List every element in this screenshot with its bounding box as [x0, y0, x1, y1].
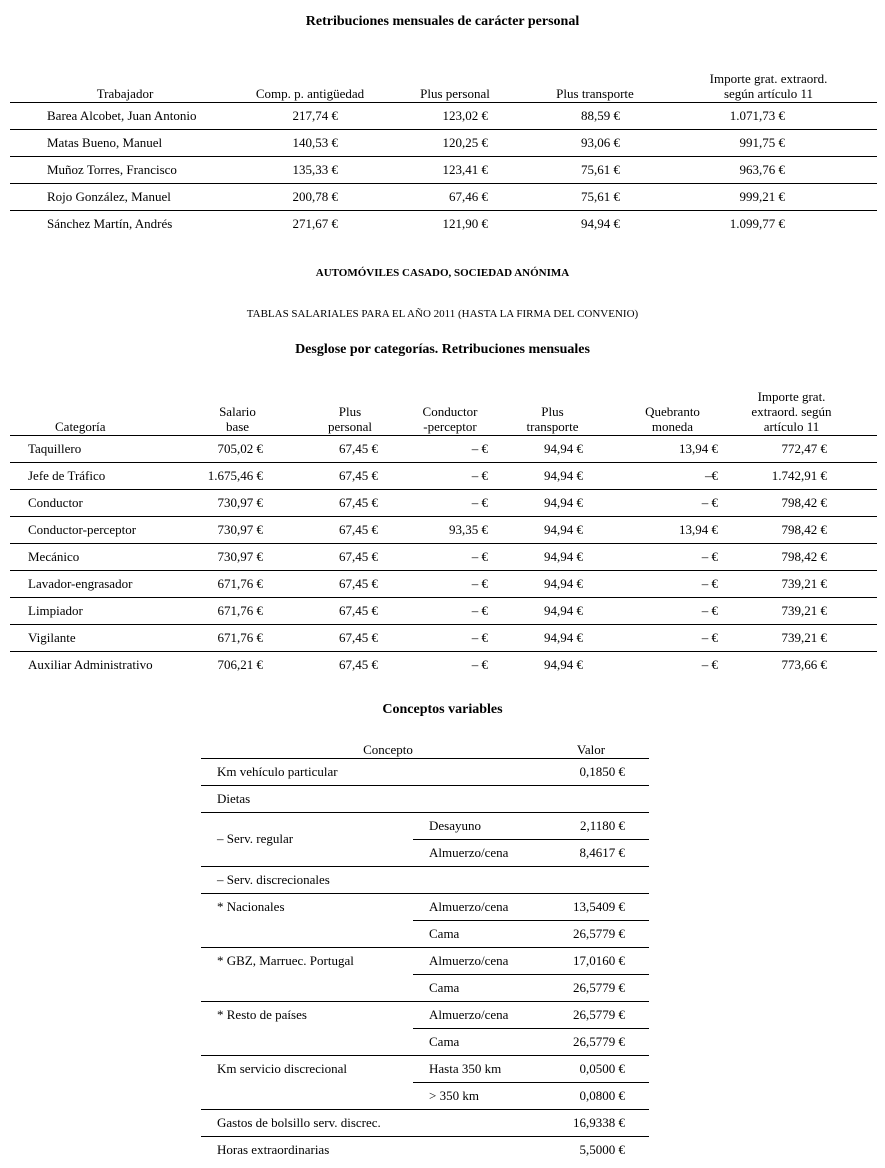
- header-salario-base: [170, 380, 265, 436]
- table-row: [10, 103, 877, 130]
- header-line: base: [225, 419, 250, 435]
- table-row: [10, 598, 877, 625]
- concept-sublabel: Desayuno: [413, 813, 555, 840]
- cell-value: 67,46 €: [380, 184, 530, 211]
- cell-value: – €: [595, 625, 720, 652]
- cell-value: 1.675,46 €: [170, 463, 265, 490]
- section3-title: Conceptos variables: [382, 702, 503, 717]
- table-row: [10, 544, 877, 571]
- concept-label: * Resto de países: [201, 1002, 413, 1056]
- header-line: Importe grat.: [757, 389, 826, 405]
- cell-value: 739,21 €: [720, 625, 877, 652]
- cell-value: 67,45 €: [265, 517, 380, 544]
- cell-value: 94,94 €: [490, 463, 595, 490]
- cell-value: 135,33 €: [240, 157, 380, 184]
- concept-sublabel: Almuerzo/cena: [413, 894, 555, 921]
- cell-value: – €: [595, 544, 720, 571]
- concept-label: Km servicio discrecional: [201, 1056, 413, 1110]
- cell-value: – €: [380, 436, 490, 463]
- table-row: [201, 759, 649, 786]
- cell-value: 88,59 €: [530, 103, 660, 130]
- concept-sublabel: Almuerzo/cena: [413, 1002, 555, 1029]
- header-importe-line2: según artículo 11: [723, 86, 814, 102]
- category-name: Lavador-engrasador: [10, 571, 170, 598]
- cell-value: 999,21 €: [660, 184, 877, 211]
- concept-sublabel: Almuerzo/cena: [413, 948, 555, 975]
- concept-value: 26,5779 €: [555, 975, 649, 1002]
- concept-label: Km vehículo particular: [201, 759, 555, 786]
- table-header-row: [10, 380, 877, 436]
- cell-value: 94,94 €: [581, 215, 620, 231]
- header-line: -perceptor: [423, 419, 477, 435]
- cell-value: 123,41 €: [380, 157, 530, 184]
- concept-value: 26,5779 €: [555, 1029, 649, 1056]
- table-row: [201, 948, 649, 975]
- salary-tables-subtitle: TABLAS SALARIALES PARA EL AÑO 2011 (HASTA LA FIRMA DEL CONVENIO): [246, 308, 639, 320]
- concept-sublabel: Almuerzo/cena: [413, 840, 555, 867]
- worker-name: Muñoz Torres, Francisco: [10, 157, 240, 184]
- concept-value: 0,1850 €: [555, 759, 649, 786]
- cell-value: 94,94 €: [490, 436, 595, 463]
- cell-value: 67,45 €: [265, 625, 380, 652]
- cell-value: 798,42 €: [720, 517, 877, 544]
- company-name: AUTOMÓVILES CASADO, SOCIEDAD ANÓNIMA: [315, 267, 570, 279]
- table-row: [10, 157, 877, 184]
- table-row: [10, 652, 877, 679]
- header-concepto: Concepto: [201, 740, 555, 759]
- header-line: Quebranto: [645, 404, 700, 420]
- header-valor: Valor: [555, 740, 649, 759]
- cell-value: 706,21 €: [217, 656, 263, 672]
- section2-title: Desglose por categorías. Retribuciones mensuales: [295, 342, 590, 357]
- table-row: [10, 517, 877, 544]
- header-plus-personal: [265, 380, 380, 436]
- header-antiguedad: Comp. p. antigüedad: [240, 64, 380, 103]
- concept-value: 0,0800 €: [555, 1083, 649, 1110]
- table-row: [10, 211, 877, 238]
- header-line: artículo 11: [763, 419, 820, 435]
- cell-value: 67,45 €: [265, 436, 380, 463]
- cell-value: 67,45 €: [265, 544, 380, 571]
- cell-value: 798,42 €: [720, 490, 877, 517]
- cell-value: –€: [595, 463, 720, 490]
- cell-value: 13,94 €: [595, 436, 720, 463]
- category-name: Conductor-perceptor: [10, 517, 170, 544]
- header-importe-line1: Importe grat. extraord.: [709, 71, 828, 87]
- header-line: transporte: [526, 419, 579, 435]
- table-row: [201, 894, 649, 921]
- cell-value: 1.099,77 €: [729, 215, 785, 231]
- concept-value: 26,5779 €: [555, 921, 649, 948]
- concept-label: – Serv. regular: [201, 813, 413, 867]
- cell-value: – €: [471, 656, 488, 672]
- cell-value: 991,75 €: [660, 130, 877, 157]
- concept-sublabel: Cama: [413, 1029, 555, 1056]
- cell-value: 75,61 €: [530, 184, 660, 211]
- concept-label: Gastos de bolsillo serv. discrec.: [201, 1110, 555, 1137]
- concept-value: 0,0500 €: [555, 1056, 649, 1083]
- cell-value: 121,90 €: [442, 215, 488, 231]
- cell-value: 705,02 €: [170, 436, 265, 463]
- category-rows: [10, 436, 877, 679]
- concept-value: 26,5779 €: [555, 1002, 649, 1029]
- concept-sublabel: Hasta 350 km: [413, 1056, 555, 1083]
- header-line: Plus: [541, 404, 564, 420]
- concept-value: 17,0160 €: [555, 948, 649, 975]
- header-plus-personal: Plus personal: [380, 64, 530, 103]
- concept-label: * GBZ, Marruec. Portugal: [201, 948, 413, 1002]
- worker-name: Matas Bueno, Manuel: [10, 130, 240, 157]
- category-breakdown-table: [10, 380, 877, 678]
- cell-value: 963,76 €: [660, 157, 877, 184]
- cell-value: 13,94 €: [595, 517, 720, 544]
- cell-value: 67,45 €: [265, 598, 380, 625]
- cell-value: 67,45 €: [339, 656, 378, 672]
- cell-value: 75,61 €: [530, 157, 660, 184]
- concept-value: 2,1180 €: [555, 813, 649, 840]
- header-line: extraord. según: [751, 404, 832, 420]
- cell-value: – €: [380, 490, 490, 517]
- table-header-row: [10, 64, 877, 103]
- cell-value: 123,02 €: [380, 103, 530, 130]
- personal-retributions-table: [10, 64, 877, 237]
- table-row: [10, 625, 877, 652]
- table-row: [201, 786, 649, 813]
- cell-value: – €: [595, 598, 720, 625]
- table-row: [201, 1137, 649, 1164]
- cell-value: 94,94 €: [490, 544, 595, 571]
- header-trabajador: Trabajador: [10, 64, 240, 103]
- header-quebranto-moneda: [595, 380, 720, 436]
- concept-value: 8,4617 €: [555, 840, 649, 867]
- worker-name: Rojo González, Manuel: [10, 184, 240, 211]
- header-line: Salario: [219, 404, 256, 420]
- header-importe: [720, 380, 877, 436]
- category-name: Jefe de Tráfico: [10, 463, 170, 490]
- table-row: [201, 1056, 649, 1083]
- cell-value: 730,97 €: [170, 517, 265, 544]
- concept-value: 16,9338 €: [555, 1110, 649, 1137]
- cell-value: 94,94 €: [544, 656, 583, 672]
- category-name: Conductor: [10, 490, 170, 517]
- table-row: [201, 813, 649, 840]
- cell-value: 67,45 €: [265, 463, 380, 490]
- cell-value: 94,94 €: [490, 571, 595, 598]
- cell-value: 94,94 €: [490, 625, 595, 652]
- cell-value: 200,78 €: [240, 184, 380, 211]
- cell-value: 671,76 €: [170, 571, 265, 598]
- cell-value: – €: [701, 656, 718, 672]
- cell-value: 94,94 €: [490, 598, 595, 625]
- concept-sublabel: > 350 km: [413, 1083, 555, 1110]
- header-plus-transporte: [490, 380, 595, 436]
- category-name: Mecánico: [10, 544, 170, 571]
- cell-value: 1.742,91 €: [720, 463, 877, 490]
- table-row: [10, 463, 877, 490]
- header-plus-transporte: Plus transporte: [530, 64, 660, 103]
- concept-label: – Serv. discrecionales: [201, 867, 649, 894]
- worker-name: Barea Alcobet, Juan Antonio: [10, 103, 240, 130]
- cell-value: 94,94 €: [490, 490, 595, 517]
- cell-value: 67,45 €: [265, 490, 380, 517]
- cell-value: 93,06 €: [530, 130, 660, 157]
- table-row: [10, 184, 877, 211]
- table-row: [201, 1002, 649, 1029]
- table-row: [10, 490, 877, 517]
- concept-label: * Nacionales: [201, 894, 413, 948]
- cell-value: 671,76 €: [170, 625, 265, 652]
- concept-sublabel: Cama: [413, 975, 555, 1002]
- table-row: [201, 1110, 649, 1137]
- category-name: Limpiador: [10, 598, 170, 625]
- cell-value: 772,47 €: [720, 436, 877, 463]
- cell-value: – €: [595, 571, 720, 598]
- header-categoria: Categoría: [10, 380, 170, 436]
- cell-value: 271,67 €: [292, 215, 338, 231]
- cell-value: 217,74 €: [240, 103, 380, 130]
- header-line: Conductor: [422, 404, 478, 420]
- cell-value: 739,21 €: [720, 598, 877, 625]
- cell-value: 140,53 €: [240, 130, 380, 157]
- header-line: moneda: [651, 419, 694, 435]
- table-row: [10, 130, 877, 157]
- category-name: Vigilante: [10, 625, 170, 652]
- cell-value: 798,42 €: [720, 544, 877, 571]
- table-row: [201, 867, 649, 894]
- cell-value: 739,21 €: [720, 571, 877, 598]
- worker-name: Sánchez Martín, Andrés: [47, 215, 173, 231]
- header-line: Plus: [338, 404, 362, 420]
- cell-value: – €: [380, 463, 490, 490]
- cell-value: – €: [380, 625, 490, 652]
- cell-value: 773,66 €: [781, 656, 827, 672]
- cell-value: 1.071,73 €: [660, 103, 877, 130]
- variable-concepts-table: [201, 740, 649, 1163]
- cell-value: 730,97 €: [170, 490, 265, 517]
- table-row: [10, 571, 877, 598]
- cell-value: 94,94 €: [490, 517, 595, 544]
- header-line: personal: [327, 419, 373, 435]
- concept-value: 5,5000 €: [579, 1141, 625, 1157]
- category-name: Taquillero: [10, 436, 170, 463]
- concept-sublabel: Cama: [413, 921, 555, 948]
- cell-value: 120,25 €: [380, 130, 530, 157]
- concept-label: Horas extraordinarias: [217, 1141, 330, 1157]
- concept-label: Dietas: [201, 786, 649, 813]
- cell-value: 730,97 €: [170, 544, 265, 571]
- table-row: [10, 436, 877, 463]
- concept-value: 13,5409 €: [555, 894, 649, 921]
- cell-value: – €: [380, 571, 490, 598]
- cell-value: 93,35 €: [380, 517, 490, 544]
- cell-value: – €: [380, 544, 490, 571]
- cell-value: – €: [595, 490, 720, 517]
- header-importe: [660, 64, 877, 103]
- header-conductor-perceptor: [380, 380, 490, 436]
- table-header-row: [201, 740, 649, 759]
- cell-value: – €: [380, 598, 490, 625]
- section1-title: Retribuciones mensuales de carácter personal: [305, 14, 580, 29]
- cell-value: 671,76 €: [170, 598, 265, 625]
- category-name: Auxiliar Administrativo: [28, 656, 153, 672]
- cell-value: 67,45 €: [265, 571, 380, 598]
